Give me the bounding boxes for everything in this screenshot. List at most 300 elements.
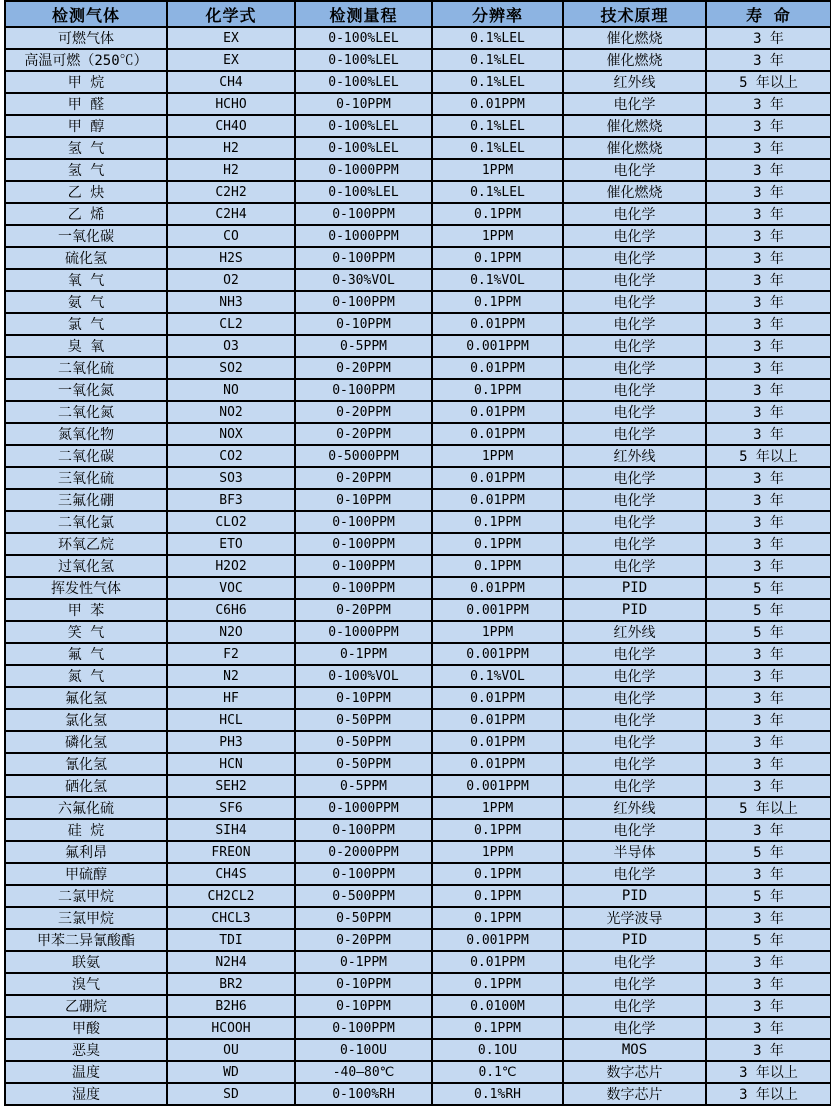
header-cell-0: 检测气体 — [5, 1, 167, 27]
table-row — [5, 885, 831, 907]
table-cell: PID — [563, 599, 706, 621]
table-cell: 数字芯片 — [563, 1083, 706, 1105]
table-cell: 电化学 — [563, 291, 706, 313]
table-cell: 0-100PPM — [295, 511, 432, 533]
table-cell: 3 年 — [706, 1039, 831, 1061]
table-cell: 氯化氢 — [5, 709, 167, 731]
table-cell: 氢 气 — [5, 159, 167, 181]
table-cell: 电化学 — [563, 489, 706, 511]
table-cell: ETO — [167, 533, 295, 555]
table-cell: 0.01PPM — [432, 357, 563, 379]
table-cell: MOS — [563, 1039, 706, 1061]
table-cell: 0-100PPM — [295, 577, 432, 599]
table-cell: 0.1PPM — [432, 885, 563, 907]
table-row — [5, 533, 831, 555]
table-cell: 0.001PPM — [432, 775, 563, 797]
table-row — [5, 467, 831, 489]
table-cell: H2 — [167, 137, 295, 159]
table-cell: 3 年 — [706, 93, 831, 115]
table-row — [5, 731, 831, 753]
table-cell: 0.1%VOL — [432, 269, 563, 291]
table-cell: 湿度 — [5, 1083, 167, 1105]
table-cell: HCN — [167, 753, 295, 775]
table-cell: NH3 — [167, 291, 295, 313]
table-row — [5, 27, 831, 49]
table-row — [5, 907, 831, 929]
table-cell: 甲 醇 — [5, 115, 167, 137]
table-cell: 二氧化氮 — [5, 401, 167, 423]
table-cell: 电化学 — [563, 401, 706, 423]
table-cell: 0-20PPM — [295, 357, 432, 379]
table-cell: 3 年 — [706, 247, 831, 269]
table-cell: 3 年 — [706, 951, 831, 973]
table-cell: 0-100%LEL — [295, 27, 432, 49]
table-cell: C2H2 — [167, 181, 295, 203]
table-cell: 3 年 — [706, 49, 831, 71]
table-row — [5, 445, 831, 467]
table-cell: 电化学 — [563, 533, 706, 555]
table-cell: 挥发性气体 — [5, 577, 167, 599]
table-cell: 0.1PPM — [432, 555, 563, 577]
table-cell: 0-100PPM — [295, 291, 432, 313]
table-cell: 0-1PPM — [295, 643, 432, 665]
table-cell: 0.01PPM — [432, 401, 563, 423]
table-cell: 0.1%LEL — [432, 115, 563, 137]
table-cell: 0.1PPM — [432, 203, 563, 225]
table-cell: 臭 氧 — [5, 335, 167, 357]
table-cell: 0-2000PPM — [295, 841, 432, 863]
table-cell: 5 年 — [706, 599, 831, 621]
table-cell: 3 年以上 — [706, 1061, 831, 1083]
table-cell: 3 年 — [706, 401, 831, 423]
table-cell: 5 年 — [706, 577, 831, 599]
table-cell: 磷化氢 — [5, 731, 167, 753]
table-cell: 六氟化硫 — [5, 797, 167, 819]
table-row — [5, 335, 831, 357]
table-cell: 氮 气 — [5, 665, 167, 687]
table-cell: 0-100PPM — [295, 247, 432, 269]
table-cell: 电化学 — [563, 423, 706, 445]
table-body — [5, 27, 831, 1105]
table-cell: 5 年 — [706, 621, 831, 643]
table-cell: 电化学 — [563, 335, 706, 357]
table-cell: 0-100%VOL — [295, 665, 432, 687]
table-cell: 0-1000PPM — [295, 621, 432, 643]
header-cell-1: 化学式 — [167, 1, 295, 27]
table-cell: 电化学 — [563, 731, 706, 753]
table-cell: 0.1PPM — [432, 819, 563, 841]
table-row — [5, 423, 831, 445]
table-row — [5, 1017, 831, 1039]
table-cell: 0.01PPM — [432, 467, 563, 489]
table-cell: 氟化氢 — [5, 687, 167, 709]
table-cell: 3 年 — [706, 489, 831, 511]
table-cell: 电化学 — [563, 313, 706, 335]
table-cell: 电化学 — [563, 203, 706, 225]
table-row — [5, 951, 831, 973]
table-cell: 0-500PPM — [295, 885, 432, 907]
table-row — [5, 71, 831, 93]
table-cell: 3 年 — [706, 159, 831, 181]
table-cell: 催化燃烧 — [563, 115, 706, 137]
table-row — [5, 577, 831, 599]
table-cell: 红外线 — [563, 621, 706, 643]
table-cell: 5 年 — [706, 885, 831, 907]
table-cell: 电化学 — [563, 973, 706, 995]
table-row — [5, 203, 831, 225]
table-cell: 5 年以上 — [706, 445, 831, 467]
table-cell: 电化学 — [563, 995, 706, 1017]
table-cell: 1PPM — [432, 797, 563, 819]
table-cell: 电化学 — [563, 665, 706, 687]
table-cell: O2 — [167, 269, 295, 291]
table-cell: 0-30%VOL — [295, 269, 432, 291]
table-row — [5, 489, 831, 511]
table-cell: 3 年 — [706, 225, 831, 247]
table-cell: 3 年 — [706, 731, 831, 753]
table-cell: CO — [167, 225, 295, 247]
table-cell: N2 — [167, 665, 295, 687]
table-cell: CHCL3 — [167, 907, 295, 929]
table-cell: 电化学 — [563, 511, 706, 533]
table-cell: 0.1%LEL — [432, 49, 563, 71]
table-cell: 0-100%RH — [295, 1083, 432, 1105]
table-cell: OU — [167, 1039, 295, 1061]
table-row — [5, 797, 831, 819]
table-cell: 3 年 — [706, 863, 831, 885]
table-cell: 0.1%LEL — [432, 71, 563, 93]
table-cell: 1PPM — [432, 225, 563, 247]
table-cell: 0-50PPM — [295, 907, 432, 929]
table-cell: 3 年 — [706, 533, 831, 555]
table-cell: 氮氧化物 — [5, 423, 167, 445]
table-cell: 电化学 — [563, 753, 706, 775]
table-cell: 0-20PPM — [295, 467, 432, 489]
table-cell: HCL — [167, 709, 295, 731]
table-cell: 二氧化氯 — [5, 511, 167, 533]
table-cell: 0-20PPM — [295, 929, 432, 951]
table-row — [5, 973, 831, 995]
table-cell: 0-100PPM — [295, 203, 432, 225]
table-row — [5, 159, 831, 181]
table-cell: 0-50PPM — [295, 753, 432, 775]
table-row — [5, 225, 831, 247]
table-cell: 3 年 — [706, 753, 831, 775]
table-cell: 0-1PPM — [295, 951, 432, 973]
table-cell: 0-100PPM — [295, 863, 432, 885]
table-cell: H2O2 — [167, 555, 295, 577]
table-cell: PH3 — [167, 731, 295, 753]
table-cell: 1PPM — [432, 159, 563, 181]
table-cell: 溴气 — [5, 973, 167, 995]
table-cell: 0-100%LEL — [295, 137, 432, 159]
table-cell: 联氨 — [5, 951, 167, 973]
table-cell: BF3 — [167, 489, 295, 511]
table-header-row — [5, 1, 831, 27]
table-cell: 3 年 — [706, 819, 831, 841]
table-row — [5, 1039, 831, 1061]
table-cell: 电化学 — [563, 709, 706, 731]
table-row — [5, 357, 831, 379]
table-cell: 3 年 — [706, 665, 831, 687]
table-cell: 0-10PPM — [295, 973, 432, 995]
table-row — [5, 555, 831, 577]
table-cell: PID — [563, 929, 706, 951]
table-row — [5, 995, 831, 1017]
table-row — [5, 643, 831, 665]
table-cell: 笑 气 — [5, 621, 167, 643]
table-cell: WD — [167, 1061, 295, 1083]
table-cell: 0.01PPM — [432, 93, 563, 115]
table-cell: 0-1000PPM — [295, 225, 432, 247]
table-cell: SO3 — [167, 467, 295, 489]
table-cell: 0-5PPM — [295, 775, 432, 797]
table-cell: 过氧化氢 — [5, 555, 167, 577]
table-cell: 5 年 — [706, 841, 831, 863]
table-cell: 3 年 — [706, 467, 831, 489]
table-cell: 3 年 — [706, 379, 831, 401]
table-row — [5, 819, 831, 841]
table-cell: 0-100PPM — [295, 1017, 432, 1039]
table-cell: 0.1PPM — [432, 907, 563, 929]
table-row — [5, 621, 831, 643]
table-cell: B2H6 — [167, 995, 295, 1017]
table-cell: 催化燃烧 — [563, 49, 706, 71]
table-cell: 三氟化硼 — [5, 489, 167, 511]
table-row — [5, 181, 831, 203]
table-row — [5, 93, 831, 115]
table-cell: N2H4 — [167, 951, 295, 973]
table-cell: 0.1%LEL — [432, 137, 563, 159]
table-row — [5, 709, 831, 731]
table-cell: 硫化氢 — [5, 247, 167, 269]
table-cell: 0.1℃ — [432, 1061, 563, 1083]
table-cell: 电化学 — [563, 159, 706, 181]
table-row — [5, 929, 831, 951]
table-cell: 电化学 — [563, 225, 706, 247]
table-cell: 电化学 — [563, 775, 706, 797]
table-cell: 电化学 — [563, 93, 706, 115]
table-row — [5, 511, 831, 533]
table-cell: 0-100PPM — [295, 379, 432, 401]
table-cell: 电化学 — [563, 467, 706, 489]
table-cell: 0-5PPM — [295, 335, 432, 357]
table-cell: 3 年 — [706, 115, 831, 137]
table-cell: 红外线 — [563, 445, 706, 467]
table-cell: 催化燃烧 — [563, 27, 706, 49]
table-header — [5, 1, 831, 27]
table-cell: N2O — [167, 621, 295, 643]
table-cell: 0.01PPM — [432, 423, 563, 445]
table-cell: 0-10PPM — [295, 489, 432, 511]
table-row — [5, 49, 831, 71]
table-cell: 恶臭 — [5, 1039, 167, 1061]
table-cell: 0.1PPM — [432, 291, 563, 313]
table-cell: O3 — [167, 335, 295, 357]
table-cell: 硅 烷 — [5, 819, 167, 841]
table-cell: 3 年 — [706, 1017, 831, 1039]
table-cell: 三氯甲烷 — [5, 907, 167, 929]
table-row — [5, 313, 831, 335]
table-cell: SF6 — [167, 797, 295, 819]
table-row — [5, 599, 831, 621]
table-cell: 0-20PPM — [295, 401, 432, 423]
table-cell: 电化学 — [563, 643, 706, 665]
table-cell: 二氧化碳 — [5, 445, 167, 467]
table-cell: 0-100PPM — [295, 533, 432, 555]
table-cell: PID — [563, 577, 706, 599]
table-cell: 氨 气 — [5, 291, 167, 313]
table-cell: 甲苯二异氰酸酯 — [5, 929, 167, 951]
table-cell: 1PPM — [432, 621, 563, 643]
table-cell: 高温可燃（250℃） — [5, 49, 167, 71]
table-cell: 二氧化硫 — [5, 357, 167, 379]
table-cell: 0.01PPM — [432, 313, 563, 335]
table-cell: 0.1PPM — [432, 863, 563, 885]
table-cell: 3 年以上 — [706, 1083, 831, 1105]
table-cell: 乙硼烷 — [5, 995, 167, 1017]
table-row — [5, 1061, 831, 1083]
table-cell: 氢 气 — [5, 137, 167, 159]
table-cell: EX — [167, 49, 295, 71]
table-cell: EX — [167, 27, 295, 49]
table-cell: 3 年 — [706, 137, 831, 159]
table-cell: 0.01PPM — [432, 951, 563, 973]
table-cell: 0.01PPM — [432, 577, 563, 599]
table-cell: 环氧乙烷 — [5, 533, 167, 555]
table-cell: HCHO — [167, 93, 295, 115]
table-cell: 0-10PPM — [295, 93, 432, 115]
table-cell: 0.1OU — [432, 1039, 563, 1061]
table-cell: 电化学 — [563, 687, 706, 709]
table-cell: 0.1%RH — [432, 1083, 563, 1105]
table-cell: 3 年 — [706, 555, 831, 577]
table-row — [5, 687, 831, 709]
table-cell: 0-100%LEL — [295, 71, 432, 93]
table-cell: 3 年 — [706, 643, 831, 665]
table-cell: 5 年 — [706, 929, 831, 951]
table-cell: 3 年 — [706, 973, 831, 995]
table-row — [5, 753, 831, 775]
table-cell: SIH4 — [167, 819, 295, 841]
table-cell: 0-100%LEL — [295, 115, 432, 137]
header-cell-5: 寿 命 — [706, 1, 831, 27]
table-cell: 电化学 — [563, 247, 706, 269]
table-cell: 温度 — [5, 1061, 167, 1083]
table-cell: 3 年 — [706, 27, 831, 49]
table-cell: TDI — [167, 929, 295, 951]
table-cell: 0-1000PPM — [295, 797, 432, 819]
table-cell: F2 — [167, 643, 295, 665]
table-cell: 3 年 — [706, 313, 831, 335]
table-cell: 0-10PPM — [295, 687, 432, 709]
table-row — [5, 665, 831, 687]
header-cell-3: 分辨率 — [432, 1, 563, 27]
table-cell: 0-10OU — [295, 1039, 432, 1061]
table-cell: 3 年 — [706, 269, 831, 291]
table-cell: 1PPM — [432, 841, 563, 863]
table-row — [5, 775, 831, 797]
table-row — [5, 401, 831, 423]
table-cell: 3 年 — [706, 291, 831, 313]
table-cell: NOX — [167, 423, 295, 445]
table-cell: PID — [563, 885, 706, 907]
table-cell: 氟利昂 — [5, 841, 167, 863]
table-cell: -40—80℃ — [295, 1061, 432, 1083]
table-cell: CL2 — [167, 313, 295, 335]
table-cell: 0-1000PPM — [295, 159, 432, 181]
table-cell: 0.1PPM — [432, 1017, 563, 1039]
table-cell: SD — [167, 1083, 295, 1105]
table-cell: 0-50PPM — [295, 709, 432, 731]
table-cell: 0.001PPM — [432, 643, 563, 665]
table-row — [5, 269, 831, 291]
table-cell: 电化学 — [563, 357, 706, 379]
table-cell: 3 年 — [706, 181, 831, 203]
table-cell: 乙 炔 — [5, 181, 167, 203]
table-cell: 电化学 — [563, 555, 706, 577]
table-row — [5, 863, 831, 885]
table-cell: 半导体 — [563, 841, 706, 863]
table-cell: 3 年 — [706, 687, 831, 709]
table-cell: SEH2 — [167, 775, 295, 797]
table-cell: 0-100PPM — [295, 555, 432, 577]
table-cell: 3 年 — [706, 511, 831, 533]
table-cell: 0.0100M — [432, 995, 563, 1017]
table-cell: VOC — [167, 577, 295, 599]
table-cell: 电化学 — [563, 269, 706, 291]
table-cell: 3 年 — [706, 775, 831, 797]
table-cell: 0-50PPM — [295, 731, 432, 753]
table-cell: CH2CL2 — [167, 885, 295, 907]
table-cell: FREON — [167, 841, 295, 863]
table-cell: CH4O — [167, 115, 295, 137]
table-cell: 0.01PPM — [432, 753, 563, 775]
table-row — [5, 841, 831, 863]
table-cell: 催化燃烧 — [563, 137, 706, 159]
table-row — [5, 137, 831, 159]
table-cell: 0-100%LEL — [295, 181, 432, 203]
table-cell: SO2 — [167, 357, 295, 379]
table-cell: 0.1PPM — [432, 511, 563, 533]
table-cell: 光学波导 — [563, 907, 706, 929]
table-cell: 0-100PPM — [295, 819, 432, 841]
table-cell: 红外线 — [563, 71, 706, 93]
table-cell: 0-10PPM — [295, 313, 432, 335]
table-cell: 3 年 — [706, 357, 831, 379]
table-cell: BR2 — [167, 973, 295, 995]
table-cell: C6H6 — [167, 599, 295, 621]
table-cell: 氯 气 — [5, 313, 167, 335]
table-cell: 红外线 — [563, 797, 706, 819]
table-cell: 数字芯片 — [563, 1061, 706, 1083]
table-cell: 甲 醛 — [5, 93, 167, 115]
table-cell: 0.01PPM — [432, 709, 563, 731]
table-cell: 0.1%LEL — [432, 181, 563, 203]
table-cell: 电化学 — [563, 379, 706, 401]
table-cell: 0.01PPM — [432, 687, 563, 709]
table-cell: 0.1PPM — [432, 533, 563, 555]
table-cell: 甲 烷 — [5, 71, 167, 93]
table-cell: CH4 — [167, 71, 295, 93]
table-cell: CLO2 — [167, 511, 295, 533]
table-cell: 0.01PPM — [432, 489, 563, 511]
header-cell-2: 检测量程 — [295, 1, 432, 27]
table-cell: CO2 — [167, 445, 295, 467]
table-cell: H2 — [167, 159, 295, 181]
table-cell: 氰化氢 — [5, 753, 167, 775]
table-row — [5, 115, 831, 137]
